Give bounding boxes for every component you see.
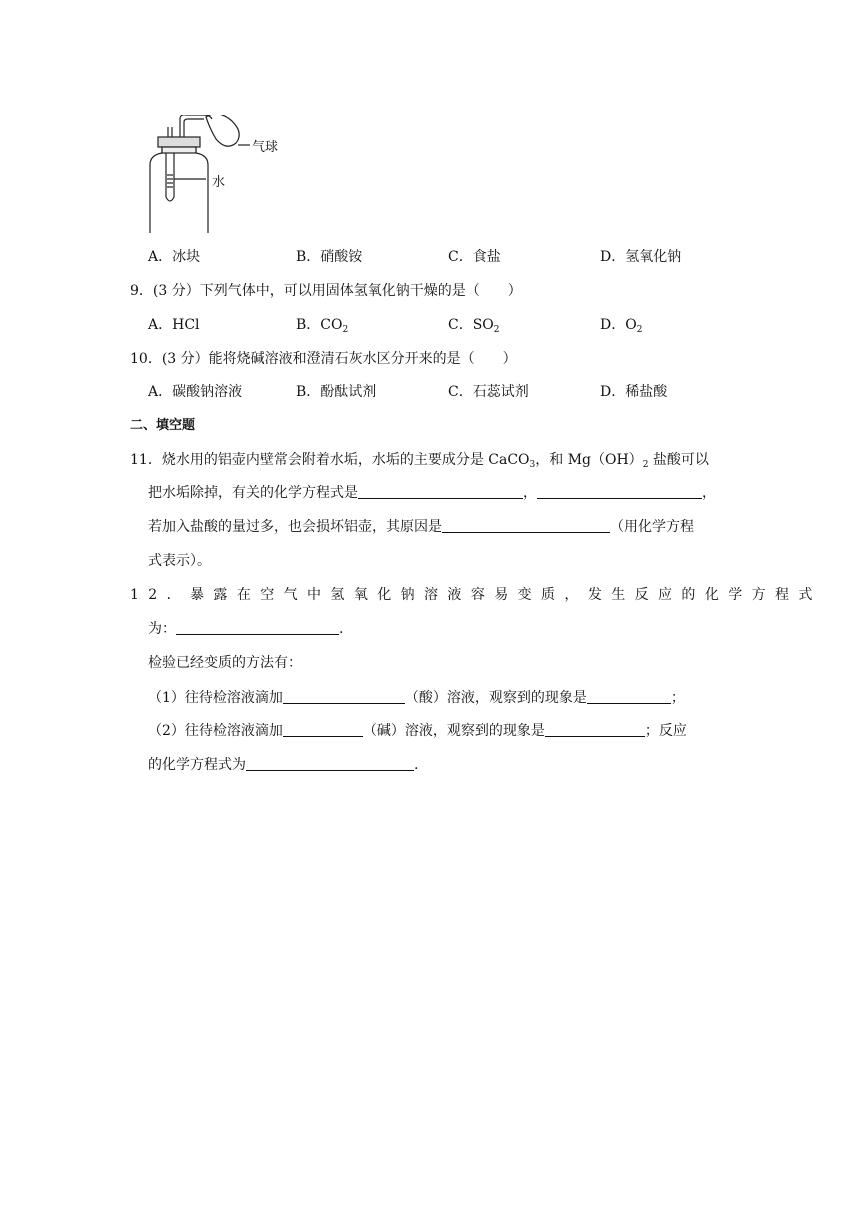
q12-text-5b: （碱）溶液，观察到的现象是: [362, 723, 545, 739]
q11-text-1b: ，和 Mg（OH）: [535, 452, 643, 468]
q12-text-4c: ；: [670, 690, 685, 706]
q8-option-a[interactable]: A．冰块: [148, 249, 201, 265]
q10-option-b[interactable]: B．酚酞试剂: [296, 384, 377, 400]
q12-line-6: [148, 755, 418, 775]
q9-option-d-text: D．O: [600, 317, 637, 333]
q12-text-2b: .: [339, 621, 344, 637]
q9-option-c[interactable]: [448, 315, 500, 340]
q11-line-2: [148, 483, 716, 503]
q12-line-4: [148, 688, 685, 708]
q9-option-d-sub: 2: [636, 325, 643, 335]
q11-line-3: [148, 517, 694, 537]
q12-line-5: [148, 721, 687, 741]
q12-blank-acid[interactable]: [283, 689, 405, 704]
q12-blank-equation[interactable]: [246, 756, 414, 771]
q11-blank-1[interactable]: [358, 484, 523, 499]
q9-option-b[interactable]: [296, 315, 348, 340]
q9-option-a-text: A．HCl: [148, 317, 200, 333]
q12-text-6b: .: [414, 757, 419, 773]
q12-text-5a: （2）往待检溶液滴加: [148, 723, 283, 739]
q8-option-d[interactable]: D．氢氧化钠: [600, 249, 682, 265]
q9-option-c-sub: 2: [493, 325, 500, 335]
q11-text-2c: ，: [702, 485, 716, 501]
q9-option-d[interactable]: [600, 315, 642, 340]
q11-line-1: [130, 450, 709, 475]
q10-option-a[interactable]: A．碳酸钠溶液: [148, 384, 243, 400]
apparatus-figure: [140, 115, 300, 233]
q11-blank-2[interactable]: [537, 484, 702, 499]
q12-text-4b: （酸）溶液，观察到的现象是: [404, 690, 587, 706]
q9-option-b-text: B．CO: [296, 317, 343, 333]
q11-text-1c: 盐酸可以: [648, 452, 709, 468]
q12-blank-base[interactable]: [283, 722, 363, 737]
q9-option-c-text: C．SO: [448, 317, 494, 333]
q11-line-4: 式表示）。: [148, 553, 211, 569]
q11-sub-2: 2: [642, 460, 649, 470]
q10-stem: 10．(3 分）能将烧碱溶液和澄清石灰水区分开来的是（ ）: [130, 351, 517, 367]
q12-line-1: 12．暴露在空气中氢氧化钠溶液容易变质，发生反应的化学方程式: [130, 587, 822, 603]
q8-option-b[interactable]: B．硝酸铵: [296, 249, 363, 265]
q11-text-3a: 若加入盐酸的量过多，也会损坏铝壶，其原因是: [148, 519, 442, 535]
q9-stem: 9．(3 分）下列气体中，可以用固体氢氧化钠干燥的是（ ）: [130, 283, 522, 299]
q8-option-c[interactable]: C．食盐: [448, 249, 501, 265]
q11-text-3b: （用化学方程: [610, 519, 694, 535]
q12-blank-phenomenon-1[interactable]: [587, 689, 671, 704]
q12-blank-phenomenon-2[interactable]: [545, 722, 645, 737]
q12-text-6a: 的化学方程式为: [148, 757, 246, 773]
q10-option-d[interactable]: D．稀盐酸: [600, 384, 668, 400]
q11-text-1a: 11．烧水用的铝壶内壁常会附着水垢，水垢的主要成分是 CaCO: [130, 452, 530, 468]
q11-sub-3: 3: [529, 460, 536, 470]
q12-line-3: 检验已经变质的方法有：: [148, 655, 302, 671]
q12-text-4a: （1）往待检溶液滴加: [148, 690, 283, 706]
q12-blank-1[interactable]: [176, 620, 339, 635]
q10-option-c[interactable]: C．石蕊试剂: [448, 384, 529, 400]
q9-option-a[interactable]: [148, 315, 200, 335]
balloon-label: 气球: [252, 140, 279, 155]
q12-line-2: [148, 619, 343, 639]
q11-blank-3[interactable]: [442, 518, 610, 533]
q12-text-5c: ；反应: [644, 723, 687, 739]
section-title: 二、填空题: [130, 418, 196, 433]
water-label: 水: [212, 175, 226, 190]
q12-text-2a: 为：: [148, 621, 176, 637]
q9-option-b-sub: 2: [342, 325, 349, 335]
q11-text-2b: ，: [523, 485, 537, 501]
q11-text-2a: 把水垢除掉，有关的化学方程式是: [148, 485, 358, 501]
